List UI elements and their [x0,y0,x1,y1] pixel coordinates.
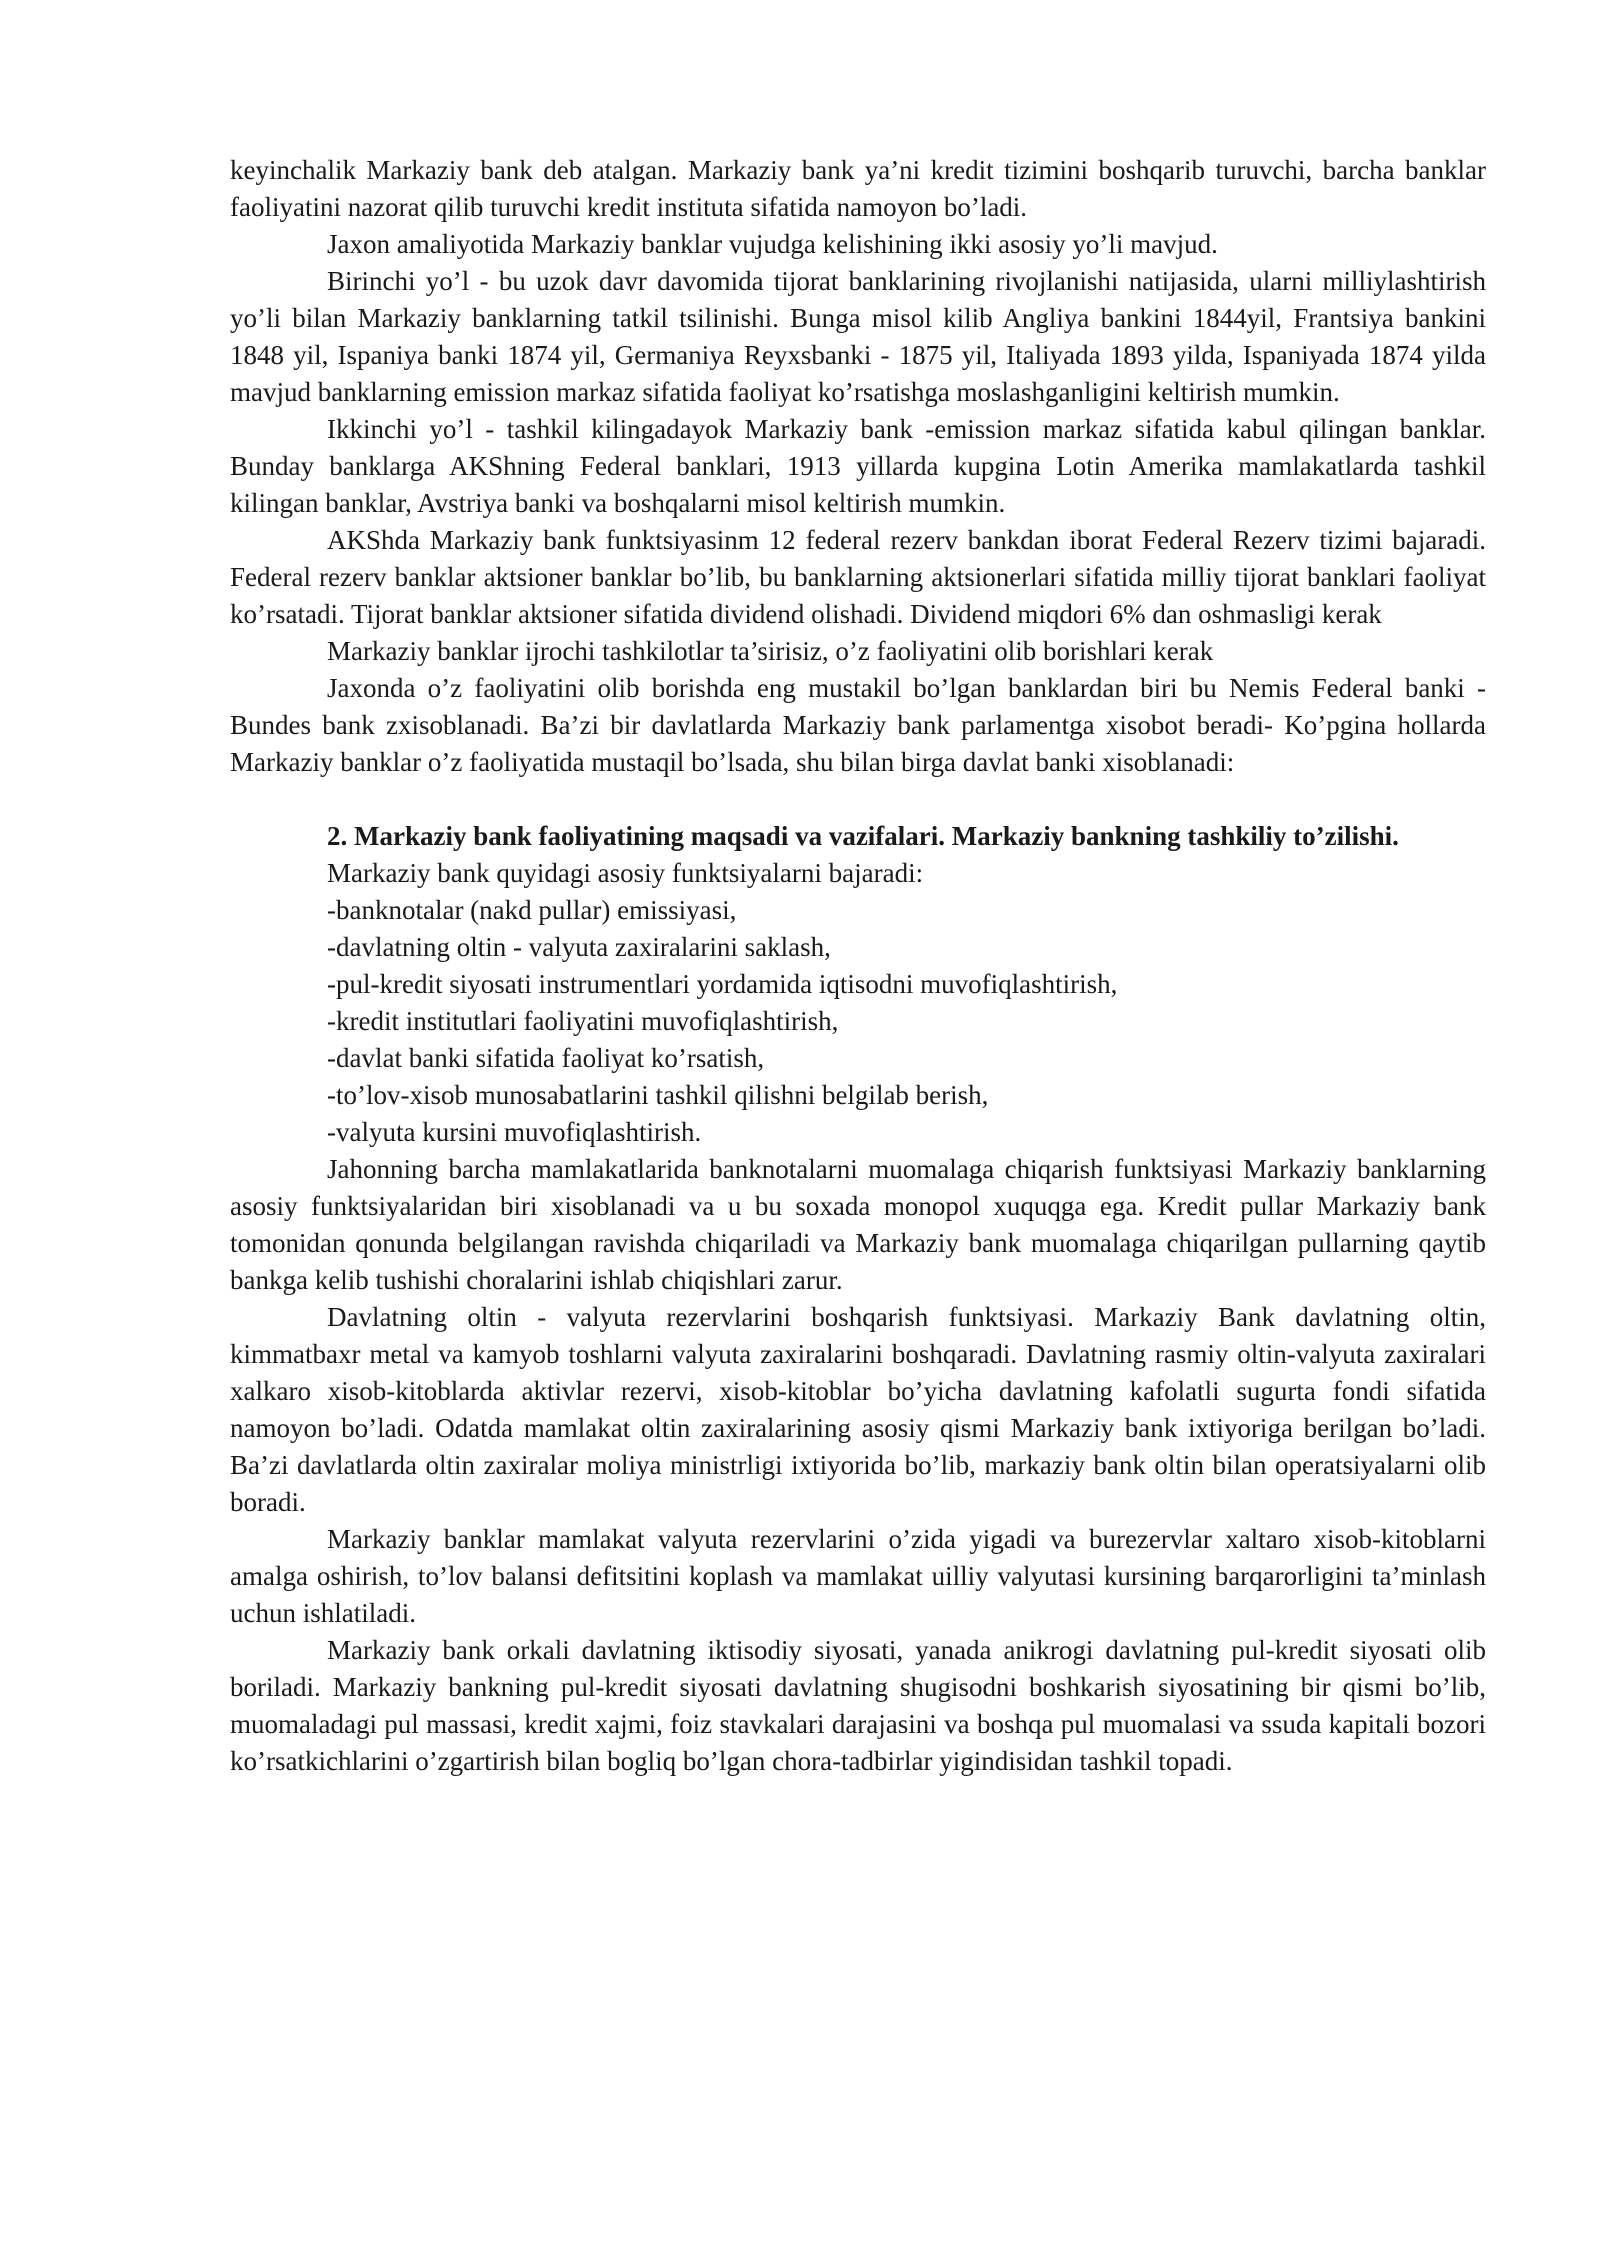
paragraph-bundesbank: Jaxonda o’z faoliyatini olib borishda eng mustakil bo’lgan banklardan biri bu Nemis Federal banki - Bundes bank zxisoblanadi. Ba’zi bir davlatlarda Markaziy bank parlamentga xisobot beradi- Ko’pgina hollarda Markaziy banklar o’z faoliyatida mustaqil bo’lsada, shu bilan birga davlat banki xisoblanadi: [230,673,1486,777]
function-item: -pul-kredit siyosati instrumentlari yordamida iqtisodni muvofiqlashtirish, [327,969,1118,999]
function-item: -kredit institutlari faoliyatini muvofiqlashtirish, [327,1006,839,1036]
function-item: -banknotalar (nakd pullar) emissiyasi, [327,895,737,925]
paragraph-gold-reserves: Davlatning oltin - valyuta rezervlarini boshqarish funktsiyasi. Markaziy Bank davlatning oltin, kimmatbaxr metal va kamyob toshlarni valyuta zaxiralarini boshqaradi. Davlatning rasmiy oltin-valyuta zaxiralari xalkaro xisob-kitoblarda aktivlar rezervi, xisob-kitoblar bo’yicha davlatning kafolatli sugurta fondi sifatida namoyon bo’ladi. Odatda mamlakat oltin zaxiralarining asosiy qismi Markaziy bank ixtiyoriga berilgan bo’ladi. Ba’zi davlatlarda oltin zaxiralar moliya ministrligi ixtiyorida bo’lib, markaziy bank oltin bilan operatsiyalarni olib boradi. [230,1302,1486,1517]
document-page [230,152,1486,1780]
paragraph-federal-reserve: AKShda Markaziy bank funktsiyasinm 12 federal rezerv bankdan iborat Federal Rezerv tizimi bajaradi. Federal rezerv banklar aktsioner banklar bo’lib, bu banklarning aktsionerlari sifatida milliy tijorat banklari faoliyat ko’rsatadi. Tijorat banklar aktsioner sifatida dividend olishadi. Dividend miqdori 6% dan oshmasligi kerak [230,525,1486,629]
functions-list [230,892,1486,1151]
functions-intro: Markaziy bank quyidagi asosiy funktsiyalarni bajaradi: [327,858,924,888]
paragraph-monetary-policy: Markaziy bank orkali davlatning iktisodiy siyosati, yanada anikrogi davlatning pul-kredit siyosati olib boriladi. Markaziy bankning pul-kredit siyosati davlatning shugisodni boshkarish siyosatining bir qismi bo’lib, muomaladagi pul massasi, kredit xajmi, foiz stavkalari darajasini va boshqa pul muomalasi va ssuda kapitali bozori ko’rsatkichlarini o’zgartirish bilan bogliq bo’lgan chora-tadbirlar yigindisidan tashkil topadi. [230,1635,1486,1776]
function-item: -davlat banki sifatida faoliyat ko’rsatish, [327,1043,765,1073]
function-item: -to’lov-xisob munosabatlarini tashkil qilishni belgilab berish, [327,1080,989,1110]
paragraph-continuation: keyinchalik Markaziy bank deb atalgan. Markaziy bank ya’ni kredit tizimini boshqarib turuvchi, barcha banklar faoliyatini nazorat qilib turuvchi kredit instituta sifatida namoyon bo’ladi. [230,155,1486,222]
function-item: -valyuta kursini muvofiqlashtirish. [327,1117,702,1147]
paragraph-currency-reserves: Markaziy banklar mamlakat valyuta rezervlarini o’zida yigadi va burezervlar xaltaro xisob-kitoblarni amalga oshirish, to’lov balansi defitsitini koplash va mamlakat uilliy valyutasi kursining barqarorligini ta’minlash uchun ishlatiladi. [230,1524,1486,1628]
paragraph-second-way: Ikkinchi yo’l - tashkil kilingadayok Markaziy bank -emission markaz sifatida kabul qilingan banklar. Bunday banklarga AKShning Federal banklari, 1913 yillarda kupgina Lotin Amerika mamlakatlarda tashkil kilingan banklar, Avstriya banki va boshqalarni misol keltirish mumkin. [230,414,1486,518]
paragraph-two-ways: Jaxon amaliyotida Markaziy banklar vujudga kelishining ikki asosiy yo’li mavjud. [327,229,1218,259]
paragraph-banknote-issue: Jahonning barcha mamlakatlarida banknotalarni muomalaga chiqarish funktsiyasi Markaziy banklarning asosiy funktsiyalaridan biri xisoblanadi va u bu soxada monopol xuquqga ega. Kredit pullar Markaziy bank tomonidan qonunda belgilangan ravishda chiqariladi va Markaziy bank muomalaga chiqarilgan pullarning qaytib bankga kelib tushishi choralarini ishlab chiqishlari zarur. [230,1154,1486,1295]
paragraph-first-way: Birinchi yo’l - bu uzok davr davomida tijorat banklarining rivojlanishi natijasida, ularni milliylashtirish yo’li bilan Markaziy banklarning tatkil tsilinishi. Bunga misol kilib Angliya bankini 1844yil, Frantsiya bankini 1848 yil, Ispaniya banki 1874 yil, Germaniya Reyxsbanki - 1875 yil, Italiyada 1893 yilda, Ispaniyada 1874 yilda mavjud banklarning emission markaz sifatida faoliyat ko’rsatishga moslashganligini keltirish mumkin. [230,266,1486,407]
paragraph-independence: Markaziy banklar ijrochi tashkilotlar ta’sirisiz, o’z faoliyatini olib borishlari kerak [327,636,1214,666]
function-item: -davlatning oltin - valyuta zaxiralarini saklash, [327,932,831,962]
section-heading: 2. Markaziy bank faoliyatining maqsadi va vazifalari. Markaziy bankning tashkiliy to’zilishi. [327,821,1399,851]
